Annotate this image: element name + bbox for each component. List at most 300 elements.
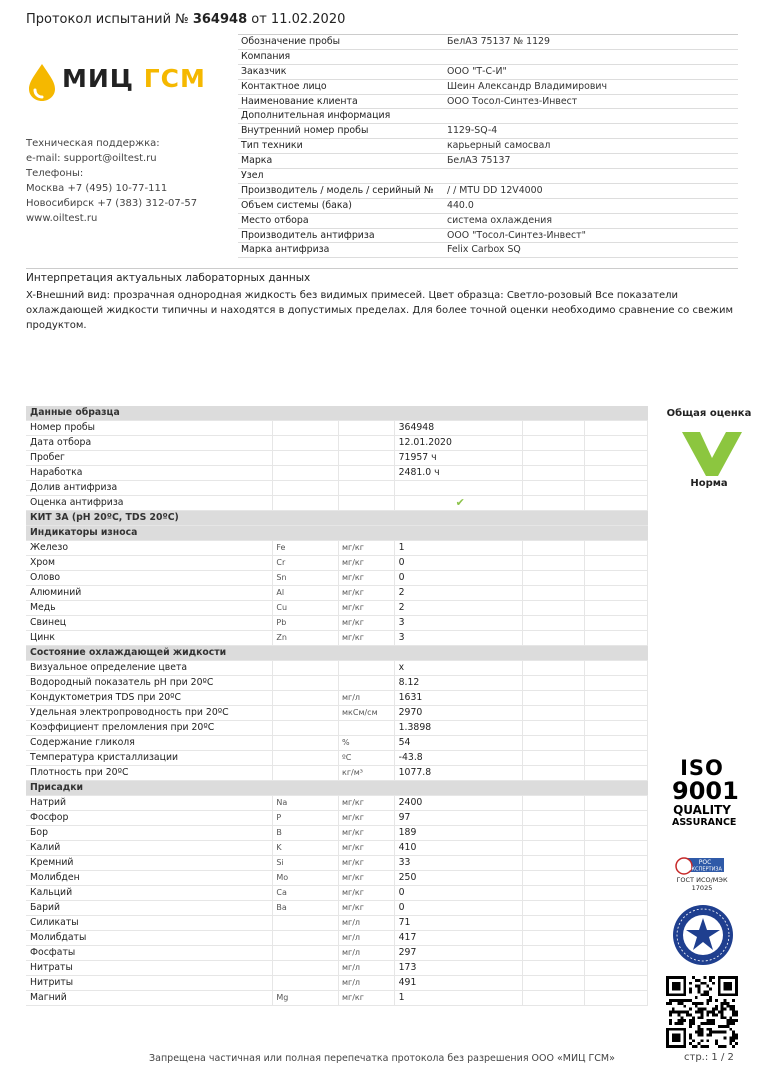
empty-cell	[585, 421, 648, 435]
param-unit: мг/л	[339, 931, 395, 945]
info-row	[238, 229, 738, 244]
param-unit: мг/кг	[339, 556, 395, 570]
param-unit: мкСм/см	[339, 706, 395, 720]
protocol-number: 364948	[192, 12, 248, 27]
table-row	[26, 811, 648, 826]
param-name: Барий	[26, 901, 273, 915]
param-name: Натрий	[26, 796, 273, 810]
empty-cell	[585, 556, 648, 570]
info-row	[238, 154, 738, 169]
param-name: Оценка антифриза	[26, 496, 273, 510]
param-name: Калий	[26, 841, 273, 855]
registry-seal-icon	[672, 904, 734, 966]
footer-notice: Запрещена частичная или полная перепечатка протокола без разрешения ООО «МИЦ ГСМ»	[149, 1053, 615, 1064]
param-name: Температура кристаллизации	[26, 751, 273, 765]
param-symbol	[273, 751, 339, 765]
param-name: Водородный показатель pH при 20ºC	[26, 676, 273, 690]
interpretation-text: X-Внешний вид: прозрачная однородная жидкость без видимых примесей. Цвет образца: Светло-розовый Все показатели охлаждающей жидкости типичны и находятся в допустимых пределах. Для более точной оценки необходимо сравнение со свежим продуктом.	[26, 290, 734, 331]
table-row	[26, 931, 648, 946]
empty-cell	[523, 706, 586, 720]
empty-cell	[523, 586, 586, 600]
table-row	[26, 451, 648, 466]
table-row	[26, 916, 648, 931]
table-row	[26, 481, 648, 496]
table-row	[26, 796, 648, 811]
table-row	[26, 421, 648, 436]
param-name: Цинк	[26, 631, 273, 645]
param-symbol: Cu	[273, 601, 339, 615]
info-value: / / MTU DD 12V4000	[447, 184, 543, 196]
empty-cell	[585, 886, 648, 900]
param-name: Магний	[26, 991, 273, 1005]
table-row	[26, 991, 648, 1006]
empty-cell	[523, 826, 586, 840]
table-row	[26, 436, 648, 451]
param-name: Кондуктометрия TDS при 20ºC	[26, 691, 273, 705]
empty-cell	[585, 871, 648, 885]
param-value: 364948	[395, 421, 523, 435]
empty-cell	[523, 451, 586, 465]
param-unit: мг/кг	[339, 886, 395, 900]
param-unit	[339, 481, 395, 495]
param-name: Олово	[26, 571, 273, 585]
empty-cell	[585, 496, 648, 510]
table-row	[26, 691, 648, 706]
param-symbol	[273, 916, 339, 930]
param-name: Нитраты	[26, 961, 273, 975]
param-value: 1631	[395, 691, 523, 705]
param-unit: мг/кг	[339, 901, 395, 915]
company-logo	[26, 62, 226, 102]
interpretation-title: Интерпретация актуальных лабораторных данных	[26, 272, 311, 284]
gost-line1: ГОСТ ИСО/МЭК	[676, 876, 728, 884]
info-row	[238, 139, 738, 154]
param-unit	[339, 421, 395, 435]
param-unit	[339, 451, 395, 465]
empty-cell	[523, 616, 586, 630]
param-value: 71	[395, 916, 523, 930]
info-value	[447, 109, 738, 123]
info-value: ООО "Т-С-И"	[447, 65, 507, 77]
param-value: 2	[395, 586, 523, 600]
overall-title: Общая оценка	[666, 408, 752, 419]
param-unit: мг/кг	[339, 586, 395, 600]
empty-cell	[523, 901, 586, 915]
empty-cell	[523, 421, 586, 435]
empty-cell	[585, 706, 648, 720]
empty-cell	[523, 436, 586, 450]
param-unit: мг/л	[339, 916, 395, 930]
param-unit: мг/кг	[339, 856, 395, 870]
badge-text2: ЭКСПЕРТИЗА	[688, 866, 722, 873]
param-symbol: P	[273, 811, 339, 825]
section-title: Индикаторы износа	[30, 527, 138, 538]
param-value: 3	[395, 631, 523, 645]
empty-cell	[523, 736, 586, 750]
table-row	[26, 856, 648, 871]
param-symbol	[273, 481, 339, 495]
empty-cell	[585, 601, 648, 615]
param-symbol	[273, 451, 339, 465]
param-value: 71957 ч	[395, 451, 523, 465]
qr-code[interactable]	[666, 976, 738, 1048]
param-unit: мг/кг	[339, 601, 395, 615]
param-unit	[339, 721, 395, 735]
badge-text1: РОС	[698, 859, 712, 866]
table-row	[26, 586, 648, 601]
param-unit: мг/кг	[339, 871, 395, 885]
param-value: ✔	[395, 496, 523, 510]
empty-cell	[585, 586, 648, 600]
param-name: Удельная электропроводность при 20ºC	[26, 706, 273, 720]
section-title: Состояние охлаждающей жидкости	[30, 647, 227, 658]
param-value: 3	[395, 616, 523, 630]
param-symbol	[273, 961, 339, 975]
empty-cell	[585, 676, 648, 690]
param-unit: мг/л	[339, 946, 395, 960]
support-block	[26, 136, 197, 226]
info-row	[238, 109, 738, 124]
support-line[interactable]: www.oiltest.ru	[26, 213, 98, 224]
param-symbol: K	[273, 841, 339, 855]
info-label: Марка	[241, 155, 273, 167]
table-row	[26, 676, 648, 691]
empty-cell	[585, 436, 648, 450]
support-line: Телефоны:	[26, 168, 84, 179]
empty-cell	[585, 841, 648, 855]
param-unit: мг/кг	[339, 841, 395, 855]
section-title: КИТ 3А (pH 20ºC, TDS 20ºC)	[30, 512, 179, 523]
param-name: Свинец	[26, 616, 273, 630]
param-value: 1077.8	[395, 766, 523, 780]
empty-cell	[523, 721, 586, 735]
param-unit	[339, 496, 395, 510]
page-number: стр.: 1 / 2	[684, 1052, 734, 1063]
empty-cell	[523, 631, 586, 645]
param-value: 97	[395, 811, 523, 825]
info-row	[238, 214, 738, 229]
info-label: Внутренний номер пробы	[241, 125, 369, 137]
empty-cell	[523, 661, 586, 675]
info-value: Felix Carbox SQ	[447, 244, 521, 256]
support-line: Техническая поддержка:	[26, 138, 160, 149]
check-v-icon	[680, 428, 744, 478]
table-row	[26, 466, 648, 481]
table-row	[26, 661, 648, 676]
protocol-title	[26, 12, 345, 27]
empty-cell	[585, 451, 648, 465]
info-row	[238, 35, 738, 50]
info-label: Объем системы (бака)	[241, 199, 352, 211]
param-symbol	[273, 946, 339, 960]
info-value: Шеин Александр Владимирович	[447, 80, 608, 92]
section-header	[26, 781, 648, 796]
param-value: 2970	[395, 706, 523, 720]
param-value: 2	[395, 601, 523, 615]
param-symbol: Cr	[273, 556, 339, 570]
param-value: -43.8	[395, 751, 523, 765]
info-label: Марка антифриза	[241, 244, 330, 256]
param-symbol	[273, 976, 339, 990]
param-symbol: Fe	[273, 541, 339, 555]
empty-cell	[523, 841, 586, 855]
param-unit: мг/кг	[339, 631, 395, 645]
drop-icon	[26, 62, 58, 102]
param-symbol: Ca	[273, 886, 339, 900]
section-title: Присадки	[30, 782, 84, 793]
param-name: Кальций	[26, 886, 273, 900]
param-name: Фосфор	[26, 811, 273, 825]
param-value: 1	[395, 991, 523, 1005]
param-value: 2400	[395, 796, 523, 810]
info-row	[238, 124, 738, 139]
empty-cell	[523, 961, 586, 975]
empty-cell	[523, 556, 586, 570]
param-symbol	[273, 691, 339, 705]
table-row	[26, 826, 648, 841]
param-value: 0	[395, 571, 523, 585]
param-name: Содержание гликоля	[26, 736, 273, 750]
param-name: Номер пробы	[26, 421, 273, 435]
empty-cell	[585, 736, 648, 750]
empty-cell	[523, 871, 586, 885]
table-row	[26, 976, 648, 991]
empty-cell	[523, 466, 586, 480]
logo-text-mic: МИЦ	[62, 64, 134, 93]
param-unit: мг/л	[339, 961, 395, 975]
param-name: Дата отбора	[26, 436, 273, 450]
param-symbol: Pb	[273, 616, 339, 630]
table-row	[26, 616, 648, 631]
iso-line3: QUALITY	[673, 803, 731, 817]
param-unit	[339, 466, 395, 480]
param-symbol	[273, 706, 339, 720]
param-value: 417	[395, 931, 523, 945]
param-name: Визуальное определение цвета	[26, 661, 273, 675]
empty-cell	[585, 796, 648, 810]
param-value	[395, 481, 523, 495]
param-unit: мг/кг	[339, 571, 395, 585]
table-row	[26, 736, 648, 751]
section-title: Данные образца	[30, 407, 120, 418]
param-symbol: Mg	[273, 991, 339, 1005]
table-row	[26, 556, 648, 571]
empty-cell	[585, 751, 648, 765]
param-name: Кремний	[26, 856, 273, 870]
iso-9001-logo	[672, 756, 739, 829]
empty-cell	[523, 766, 586, 780]
empty-cell	[585, 631, 648, 645]
overall-verdict: Норма	[690, 478, 728, 489]
param-value: 54	[395, 736, 523, 750]
param-symbol	[273, 421, 339, 435]
empty-cell	[585, 961, 648, 975]
info-label: Дополнительная информация	[241, 110, 391, 122]
iso-line1: ISO	[680, 756, 724, 780]
param-name: Силикаты	[26, 916, 273, 930]
table-row	[26, 901, 648, 916]
info-value	[447, 169, 738, 183]
param-symbol: Si	[273, 856, 339, 870]
param-name: Молибден	[26, 871, 273, 885]
table-row	[26, 946, 648, 961]
info-row	[238, 95, 738, 110]
info-row	[238, 243, 738, 258]
empty-cell	[585, 901, 648, 915]
param-value: 33	[395, 856, 523, 870]
title-prefix: Протокол испытаний №	[26, 12, 189, 27]
info-label: Контактное лицо	[241, 80, 327, 92]
param-value: 1.3898	[395, 721, 523, 735]
empty-cell	[523, 496, 586, 510]
param-symbol: B	[273, 826, 339, 840]
param-value: 8.12	[395, 676, 523, 690]
table-row	[26, 601, 648, 616]
param-unit: мг/кг	[339, 826, 395, 840]
info-value: БелАЗ 75137	[447, 155, 511, 167]
empty-cell	[585, 826, 648, 840]
empty-cell	[523, 916, 586, 930]
support-line: Новосибирск +7 (383) 312-07-57	[26, 198, 198, 209]
section-header	[26, 526, 648, 541]
info-label: Место отбора	[241, 214, 309, 226]
results-table	[26, 406, 648, 1006]
param-value: 250	[395, 871, 523, 885]
section-header	[26, 646, 648, 661]
info-row	[238, 169, 738, 184]
empty-cell	[523, 796, 586, 810]
empty-cell	[523, 976, 586, 990]
info-value	[447, 50, 738, 64]
param-name: Хром	[26, 556, 273, 570]
gost-line2: 17025	[691, 884, 713, 892]
param-unit: мг/л	[339, 691, 395, 705]
empty-cell	[523, 541, 586, 555]
param-symbol	[273, 661, 339, 675]
param-unit: мг/кг	[339, 616, 395, 630]
protocol-date: от 11.02.2020	[251, 12, 346, 27]
param-symbol	[273, 931, 339, 945]
empty-cell	[585, 661, 648, 675]
param-name: Наработка	[26, 466, 273, 480]
param-unit: мг/кг	[339, 811, 395, 825]
param-value: 2481.0 ч	[395, 466, 523, 480]
info-row	[238, 65, 738, 80]
info-label: Узел	[241, 170, 264, 182]
param-value: 189	[395, 826, 523, 840]
empty-cell	[585, 721, 648, 735]
info-row	[238, 50, 738, 65]
info-value: БелАЗ 75137 № 1129	[447, 36, 550, 47]
param-symbol: Mo	[273, 871, 339, 885]
param-symbol	[273, 736, 339, 750]
table-row	[26, 571, 648, 586]
param-value: 0	[395, 556, 523, 570]
param-symbol	[273, 721, 339, 735]
param-value: 1	[395, 541, 523, 555]
empty-cell	[523, 751, 586, 765]
empty-cell	[585, 856, 648, 870]
empty-cell	[523, 811, 586, 825]
table-row	[26, 961, 648, 976]
param-unit: мг/кг	[339, 796, 395, 810]
param-unit: мг/кг	[339, 541, 395, 555]
info-row	[238, 199, 738, 214]
empty-cell	[523, 601, 586, 615]
param-unit: мг/кг	[339, 991, 395, 1005]
iso-line4: ASSURANCE	[672, 817, 737, 828]
param-symbol	[273, 436, 339, 450]
support-line[interactable]: e-mail: support@oiltest.ru	[26, 153, 157, 164]
empty-cell	[523, 691, 586, 705]
ros-expertiza-badge	[672, 856, 734, 876]
param-unit: кг/м³	[339, 766, 395, 780]
param-name: Фосфаты	[26, 946, 273, 960]
info-row	[238, 184, 738, 199]
info-row	[238, 80, 738, 95]
empty-cell	[523, 931, 586, 945]
param-name: Пробег	[26, 451, 273, 465]
param-name: Алюминий	[26, 586, 273, 600]
param-symbol: Al	[273, 586, 339, 600]
empty-cell	[585, 976, 648, 990]
param-value: 491	[395, 976, 523, 990]
info-label: Тип техники	[241, 140, 303, 152]
param-symbol	[273, 496, 339, 510]
info-value: 1129-SQ-4	[447, 125, 498, 137]
param-value: 0	[395, 886, 523, 900]
param-name: Коэффициент преломления при 20ºC	[26, 721, 273, 735]
empty-cell	[585, 811, 648, 825]
param-unit: %	[339, 736, 395, 750]
table-row	[26, 541, 648, 556]
table-row	[26, 841, 648, 856]
gost-label	[664, 876, 740, 892]
empty-cell	[523, 481, 586, 495]
empty-cell	[585, 466, 648, 480]
param-unit: мг/л	[339, 976, 395, 990]
param-unit	[339, 661, 395, 675]
param-symbol: Na	[273, 796, 339, 810]
info-label: Производитель / модель / серийный №	[241, 184, 434, 196]
param-symbol	[273, 766, 339, 780]
table-row	[26, 721, 648, 736]
table-row	[26, 886, 648, 901]
section-header	[26, 406, 648, 421]
param-value: 297	[395, 946, 523, 960]
param-name: Плотность при 20ºC	[26, 766, 273, 780]
logo-text-gsm: ГСМ	[143, 64, 206, 93]
iso-line2: 9001	[672, 777, 739, 805]
table-row	[26, 751, 648, 766]
info-value: система охлаждения	[447, 214, 553, 226]
param-unit: ºC	[339, 751, 395, 765]
param-name: Молибдаты	[26, 931, 273, 945]
section-header	[26, 511, 648, 526]
empty-cell	[585, 766, 648, 780]
empty-cell	[523, 991, 586, 1005]
empty-cell	[585, 691, 648, 705]
param-name: Медь	[26, 601, 273, 615]
empty-cell	[585, 991, 648, 1005]
table-row	[26, 766, 648, 781]
empty-cell	[523, 676, 586, 690]
empty-cell	[585, 541, 648, 555]
empty-cell	[585, 946, 648, 960]
empty-cell	[523, 886, 586, 900]
sample-info-table	[238, 34, 738, 258]
param-name: Железо	[26, 541, 273, 555]
